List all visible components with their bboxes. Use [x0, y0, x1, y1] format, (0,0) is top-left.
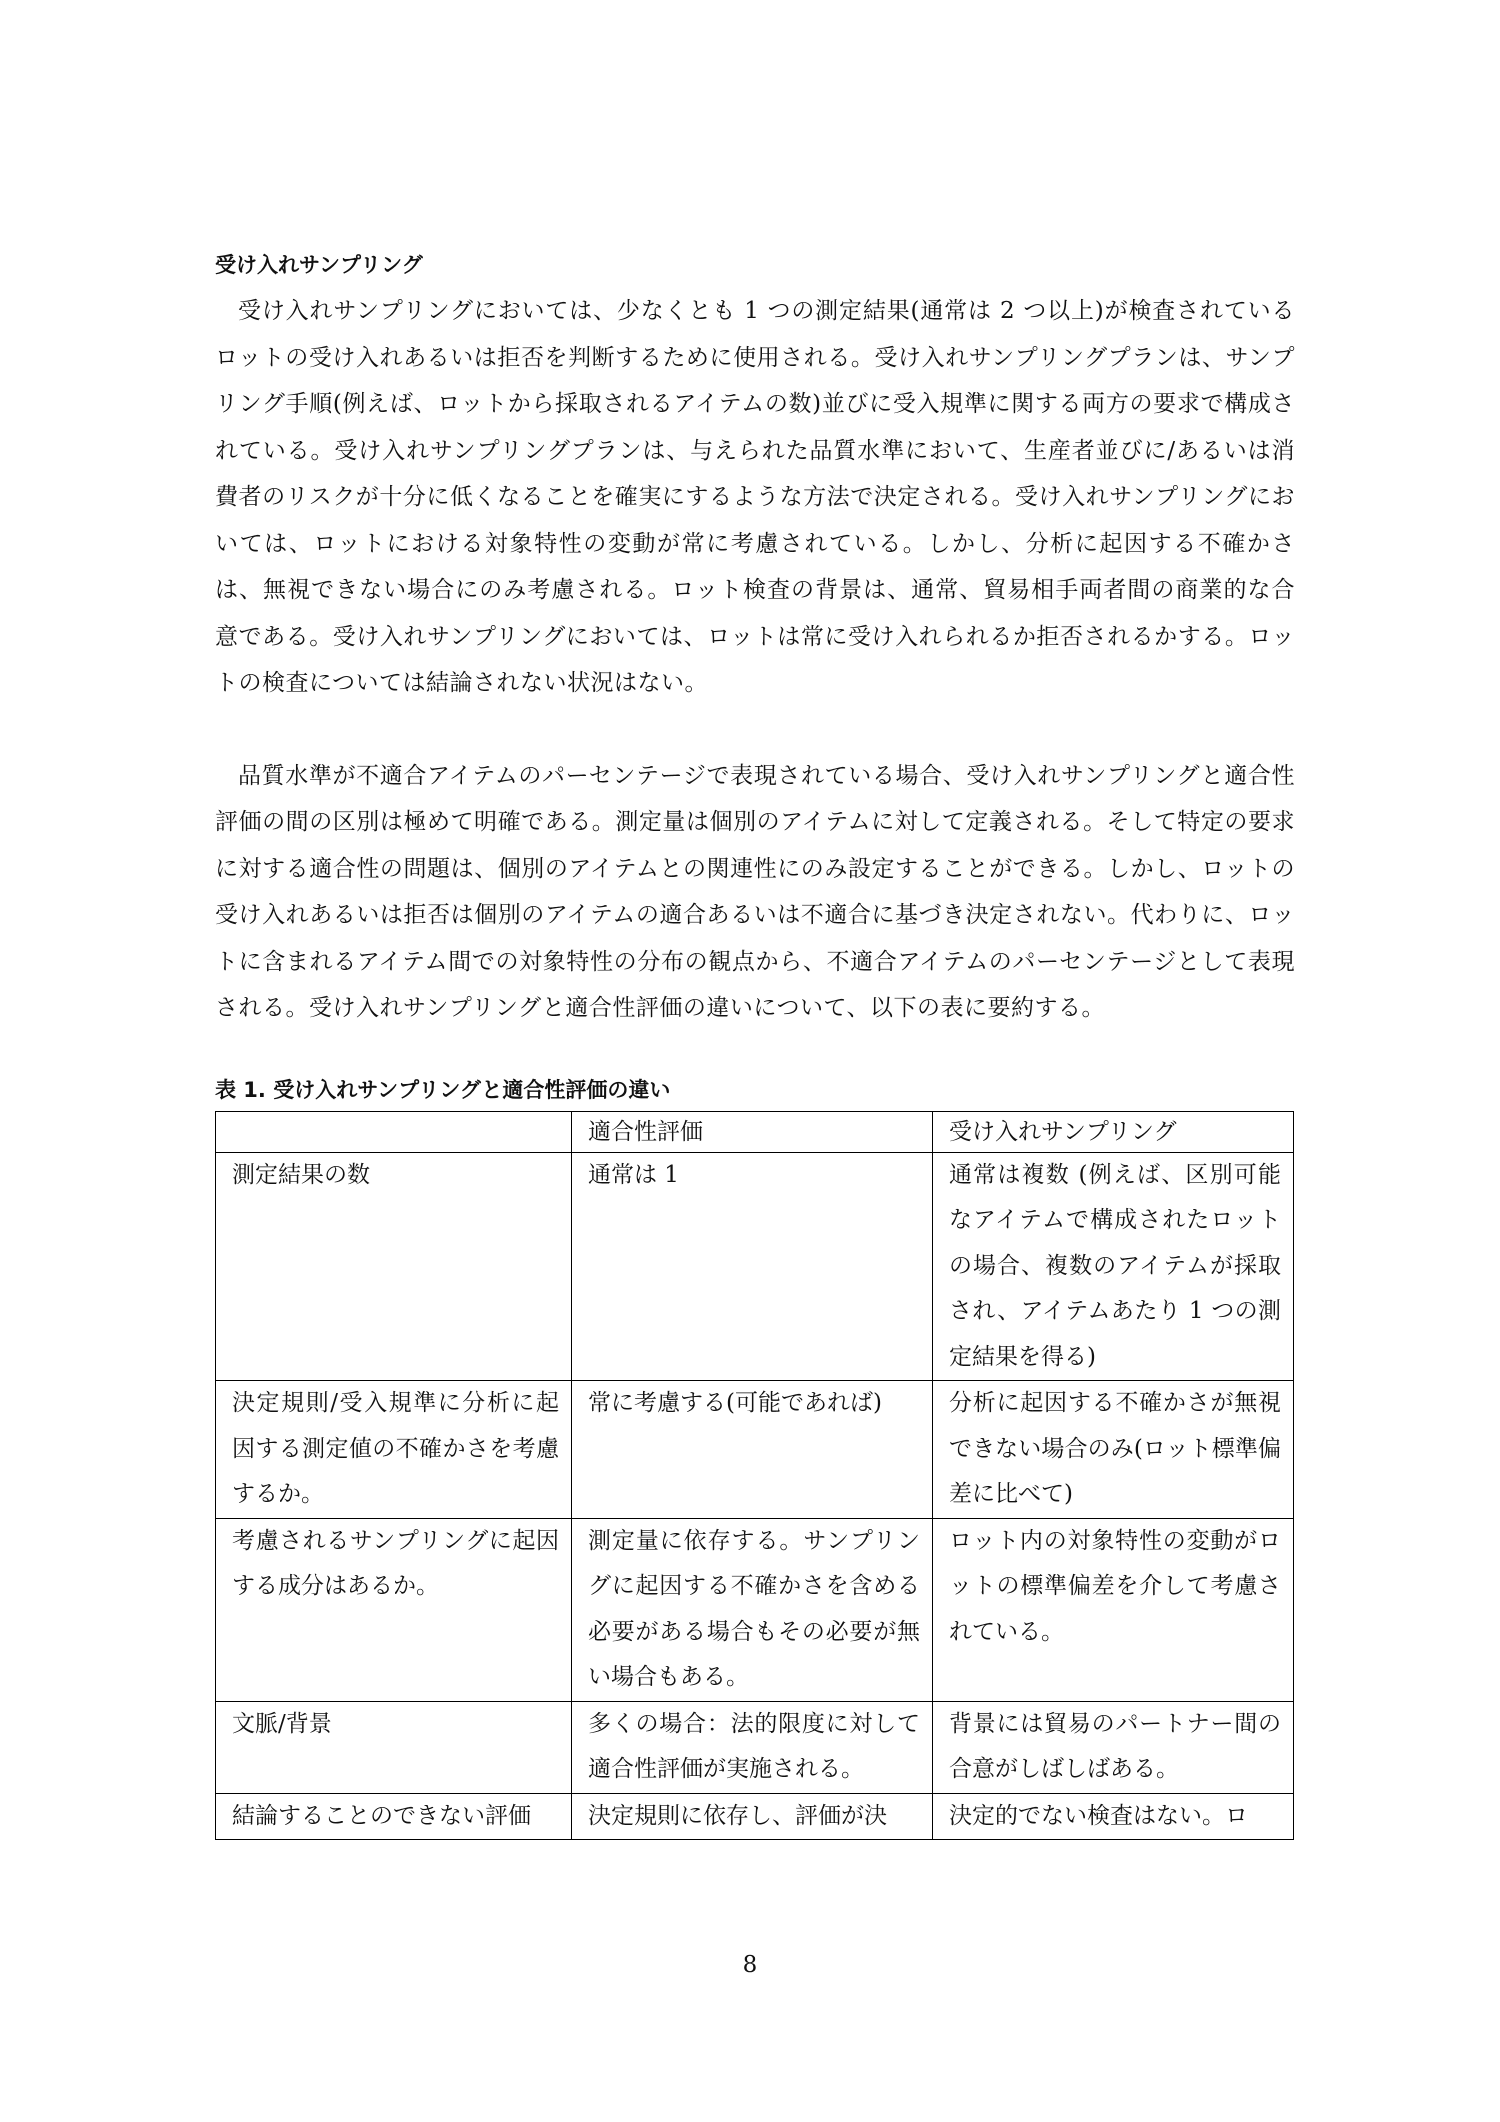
header-cell-conformity: 適合性評価	[571, 1111, 932, 1152]
table-row	[216, 1381, 1294, 1519]
sampling-cell: 通常は複数 (例えば、区別可能なアイテムで構成されたロットの場合、複数のアイテムが採取され、アイテムあたり 1 つの測定結果を得る)	[932, 1152, 1293, 1381]
sampling-cell: 決定的でない検査はない。ロ	[932, 1793, 1293, 1840]
header-cell-sampling: 受け入れサンプリング	[932, 1111, 1293, 1152]
row-label: 文脈/背景	[216, 1701, 572, 1793]
paragraph-1: 受け入れサンプリングにおいては、少なくとも 1 つの測定結果(通常は 2 つ以上)が検査されているロットの受け入れあるいは拒否を判断するために使用される。受け入れサンプリングプランは、サンプリング手順(例えば、ロットから採取されるアイテムの数)並びに受入規準に関する両方の要求で構成されている。受け入れサンプリングプランは、与えられた品質水準において、生産者並びに/あるいは消費者のリスクが十分に低くなることを確実にするような方法で決定される。受け入れサンプリングにおいては、ロットにおける対象特性の変動が常に考慮されている。しかし、分析に起因する不確かさは、無視できない場合にのみ考慮される。ロット検査の背景は、通常、貿易相手両者間の商業的な合意である。受け入れサンプリングにおいては、ロットは常に受け入れられるか拒否されるかする。ロットの検査については結論されない状況はない。	[215, 298, 1295, 696]
table-header-row	[216, 1111, 1294, 1152]
conformity-cell: 測定量に依存する。サンプリングに起因する不確かさを含める必要がある場合もその必要が無い場合もある。	[571, 1518, 932, 1701]
comparison-table	[215, 1111, 1294, 1841]
row-label: 測定結果の数	[216, 1152, 572, 1381]
header-cell-empty	[216, 1111, 572, 1152]
conformity-cell: 常に考慮する(可能であれば)	[571, 1381, 932, 1519]
row-label: 考慮されるサンプリングに起因する成分はあるか。	[216, 1518, 572, 1701]
paragraph-2: 品質水準が不適合アイテムのパーセンテージで表現されている場合、受け入れサンプリングと適合性評価の間の区別は極めて明確である。測定量は個別のアイテムに対して定義される。そして特定の要求に対する適合性の問題は、個別のアイテムとの関連性にのみ設定することができる。しかし、ロットの受け入れあるいは拒否は個別のアイテムの適合あるいは不適合に基づき決定されない。代わりに、ロットに含まれるアイテム間での対象特性の分布の観点から、不適合アイテムのパーセンテージとして表現される。受け入れサンプリングと適合性評価の違いについて、以下の表に要約する。	[215, 762, 1295, 1021]
sampling-cell: 分析に起因する不確かさが無視できない場合のみ(ロット標準偏差に比べて)	[932, 1381, 1293, 1519]
table-row	[216, 1152, 1294, 1381]
conformity-cell: 多くの場合：法的限度に対して適合性評価が実施される。	[571, 1701, 932, 1793]
page-number: 8	[742, 1952, 758, 1978]
document-page	[215, 250, 1295, 1840]
table-row	[216, 1701, 1294, 1793]
table-row	[216, 1793, 1294, 1840]
table-row	[216, 1518, 1294, 1701]
table-caption: 表 1. 受け入れサンプリングと適合性評価の違い	[215, 1077, 671, 1102]
conformity-cell: 決定規則に依存し、評価が決	[571, 1793, 932, 1840]
conformity-cell: 通常は 1	[571, 1152, 932, 1381]
sampling-cell: ロット内の対象特性の変動がロットの標準偏差を介して考慮されている。	[932, 1518, 1293, 1701]
sampling-cell: 背景には貿易のパートナー間の合意がしばしばある。	[932, 1701, 1293, 1793]
row-label: 決定規則/受入規準に分析に起因する測定値の不確かさを考慮するか。	[216, 1381, 572, 1519]
section-title: 受け入れサンプリング	[215, 253, 423, 277]
row-label: 結論することのできない評価	[216, 1793, 572, 1840]
